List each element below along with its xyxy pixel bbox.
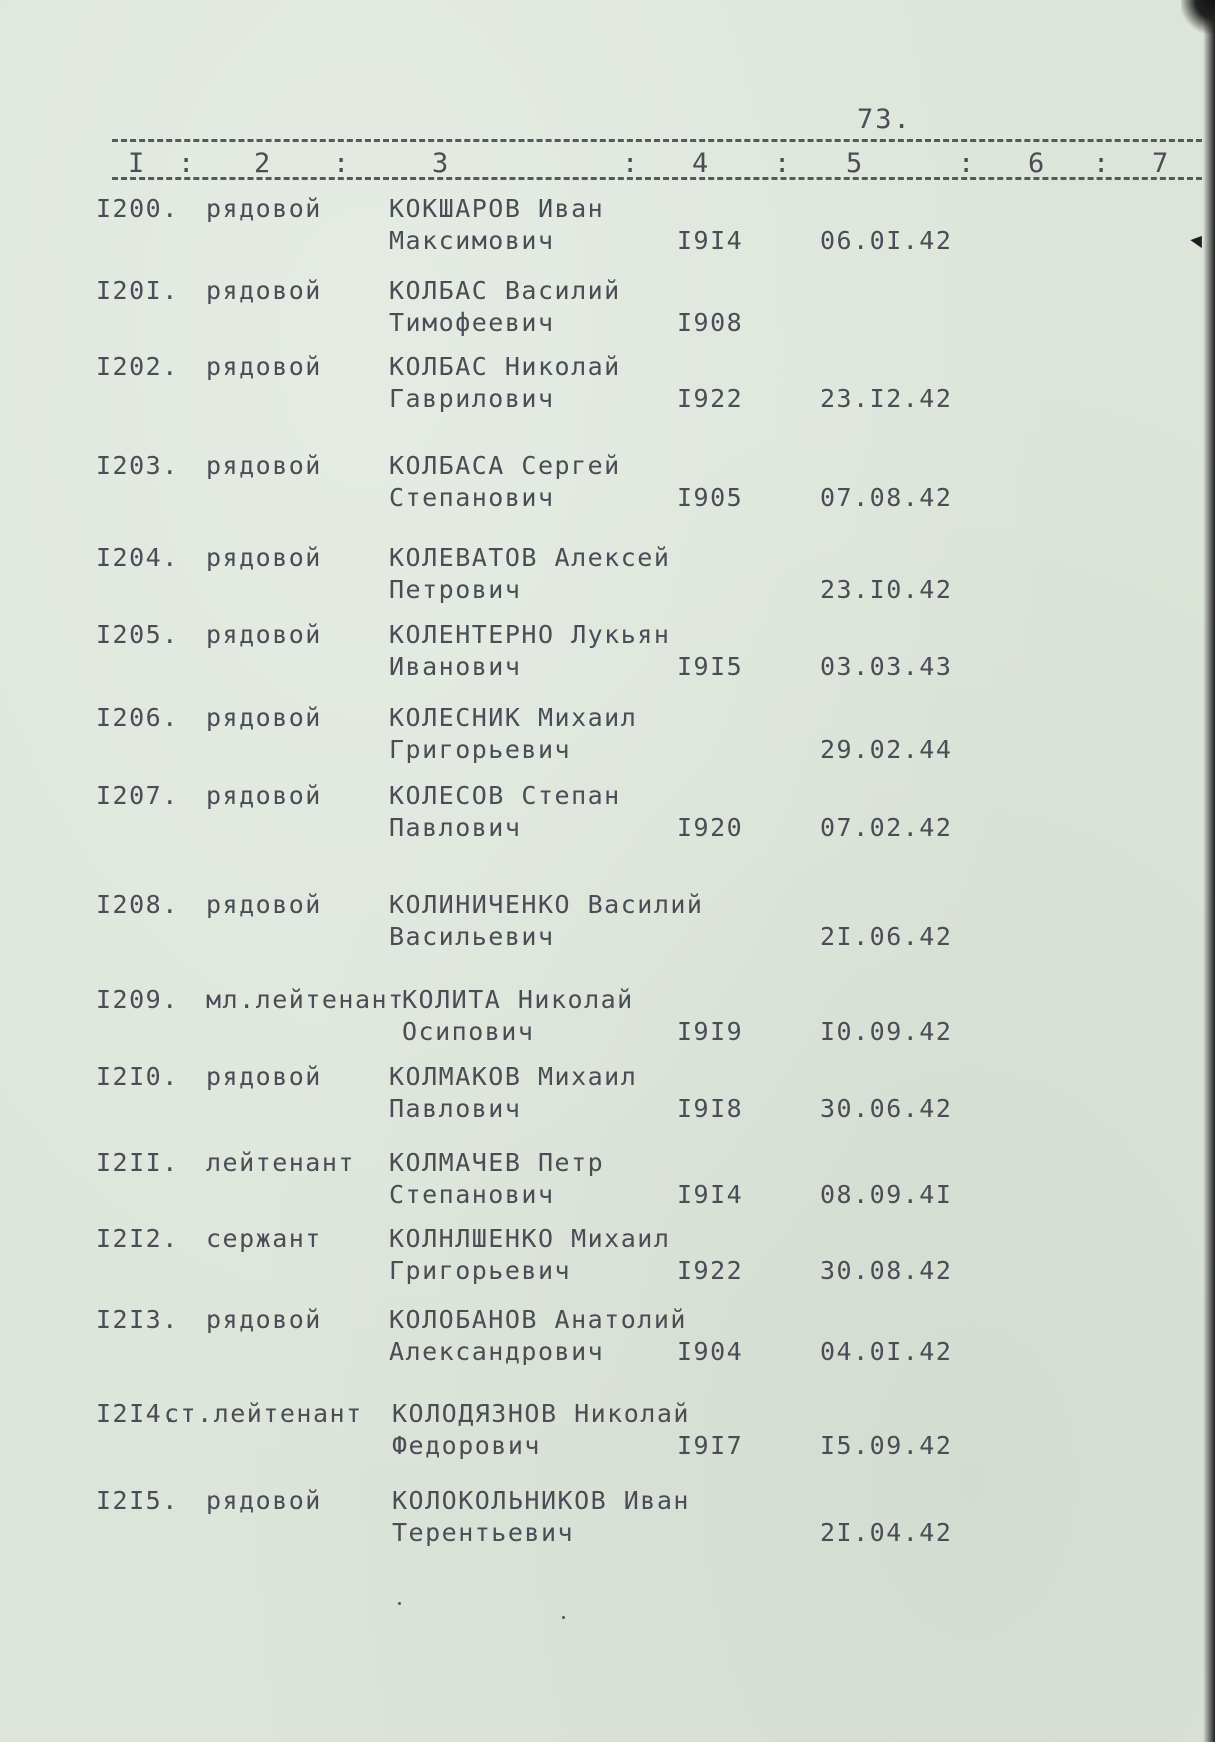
table-row: [0, 620, 1215, 690]
table-row: [0, 451, 1215, 521]
table-row: [0, 703, 1215, 773]
date: 30.06.42: [820, 1094, 953, 1123]
table-row: [0, 543, 1215, 613]
column-number: 2: [254, 148, 271, 179]
surname-first-name: КОЛБАСА Сергей: [389, 451, 621, 480]
surname-first-name: КОЛЕСНИК Михаил: [389, 703, 638, 732]
rank: ст.лейтенант: [164, 1399, 363, 1428]
table-row: [0, 890, 1215, 960]
date: 30.08.42: [820, 1256, 953, 1285]
record-number: I2I2.: [96, 1224, 179, 1253]
table-row: [0, 1224, 1215, 1294]
patronymic: Григорьевич: [389, 735, 572, 764]
table-row: [0, 1399, 1215, 1469]
date: 29.02.44: [820, 735, 953, 764]
date: 08.09.4I: [820, 1180, 953, 1209]
surname-first-name: КОЛЕНТЕРНО Лукьян: [389, 620, 671, 649]
surname-first-name: КОЛЕСОВ Степан: [389, 781, 621, 810]
record-number: I2I5.: [96, 1486, 179, 1515]
rank: рядовой: [206, 703, 322, 732]
surname-first-name: КОЛОДЯЗНОВ Николай: [392, 1399, 690, 1428]
surname-first-name: КОЛОБАНОВ Анатолий: [389, 1305, 687, 1334]
rank: рядовой: [206, 352, 322, 381]
table-row: [0, 352, 1215, 422]
record-number: I2I0.: [96, 1062, 179, 1091]
patronymic: Осипович: [402, 1017, 535, 1046]
surname-first-name: КОЛИНИЧЕНКО Василий: [389, 890, 704, 919]
table-row: [0, 1148, 1215, 1218]
patronymic: Степанович: [389, 1180, 555, 1209]
surname-first-name: КОКШАРОВ Иван: [389, 194, 605, 223]
table-row: [0, 276, 1215, 346]
patronymic: Петрович: [389, 575, 522, 604]
record-number: I20I.: [96, 276, 179, 305]
date: 07.02.42: [820, 813, 953, 842]
paper-speck: [398, 1602, 401, 1605]
record-number: I206.: [96, 703, 179, 732]
date: 23.I0.42: [820, 575, 953, 604]
patronymic: Павлович: [389, 813, 522, 842]
column-number: 4: [692, 148, 709, 179]
patronymic: Степанович: [389, 483, 555, 512]
column-separator: :: [1093, 148, 1110, 179]
column-separator: :: [333, 148, 350, 179]
column-separator: :: [178, 148, 195, 179]
birth-year: I920: [677, 813, 744, 842]
patronymic: Гаврилович: [389, 384, 555, 413]
column-separator: :: [958, 148, 975, 179]
rank: мл.лейтенант: [206, 985, 405, 1014]
surname-first-name: КОЛМАКОВ Михаил: [389, 1062, 638, 1091]
birth-year: I9I4: [677, 1180, 744, 1209]
surname-first-name: КОЛБАС Василий: [389, 276, 621, 305]
rank: рядовой: [206, 890, 322, 919]
patronymic: Иванович: [389, 652, 522, 681]
record-number: I2I3.: [96, 1305, 179, 1334]
date: 2I.06.42: [820, 922, 953, 951]
record-number: I2II.: [96, 1148, 179, 1177]
date: 04.0I.42: [820, 1337, 953, 1366]
record-number: I2I4.: [96, 1399, 179, 1428]
record-number: I209.: [96, 985, 179, 1014]
header-rule-top: [112, 139, 1202, 142]
date: 03.03.43: [820, 652, 953, 681]
birth-year: I908: [677, 308, 744, 337]
rank: рядовой: [206, 1305, 322, 1334]
date: 23.I2.42: [820, 384, 953, 413]
rank: лейтенант: [206, 1148, 355, 1177]
table-row: [0, 1486, 1215, 1556]
date: 2I.04.42: [820, 1518, 953, 1547]
rank: рядовой: [206, 781, 322, 810]
birth-year: I904: [677, 1337, 744, 1366]
record-number: I202.: [96, 352, 179, 381]
surname-first-name: КОЛБАС Николай: [389, 352, 621, 381]
record-number: I207.: [96, 781, 179, 810]
table-row: [0, 985, 1215, 1055]
patronymic: Григорьевич: [389, 1256, 572, 1285]
surname-first-name: КОЛЕВАТОВ Алексей: [389, 543, 671, 572]
page-number: 73.: [857, 104, 912, 135]
patronymic: Максимович: [389, 226, 555, 255]
patronymic: Васильевич: [389, 922, 555, 951]
surname-first-name: КОЛНЛШЕНКО Михаил: [389, 1224, 671, 1253]
birth-year: I9I9: [677, 1017, 744, 1046]
date: 07.08.42: [820, 483, 953, 512]
birth-year: I905: [677, 483, 744, 512]
surname-first-name: КОЛИТА Николай: [402, 985, 634, 1014]
date: I5.09.42: [820, 1431, 953, 1460]
rank: рядовой: [206, 194, 322, 223]
column-separator: :: [622, 148, 639, 179]
surname-first-name: КОЛМАЧЕВ Петр: [389, 1148, 605, 1177]
patronymic: Федорович: [392, 1431, 541, 1460]
birth-year: I9I4: [677, 226, 744, 255]
rank: сержант: [206, 1224, 322, 1253]
paper-speck: [562, 1616, 565, 1619]
rank: рядовой: [206, 451, 322, 480]
birth-year: I922: [677, 1256, 744, 1285]
rank: рядовой: [206, 276, 322, 305]
table-row: [0, 1305, 1215, 1375]
column-number: I: [128, 148, 145, 179]
birth-year: I9I7: [677, 1431, 744, 1460]
column-number: 6: [1028, 148, 1045, 179]
column-number: 3: [432, 148, 449, 179]
patronymic: Александрович: [389, 1337, 605, 1366]
record-number: I205.: [96, 620, 179, 649]
column-number: 5: [846, 148, 863, 179]
birth-year: I9I5: [677, 652, 744, 681]
date: 06.0I.42: [820, 226, 953, 255]
torn-corner: [1181, 0, 1215, 34]
birth-year: I9I8: [677, 1094, 744, 1123]
patronymic: Павлович: [389, 1094, 522, 1123]
record-number: I208.: [96, 890, 179, 919]
column-separator: :: [774, 148, 791, 179]
rank: рядовой: [206, 620, 322, 649]
patronymic: Терентьевич: [392, 1518, 575, 1547]
rank: рядовой: [206, 1062, 322, 1091]
record-number: I203.: [96, 451, 179, 480]
date: I0.09.42: [820, 1017, 953, 1046]
record-number: I204.: [96, 543, 179, 572]
birth-year: I922: [677, 384, 744, 413]
surname-first-name: КОЛОКОЛЬНИКОВ Иван: [392, 1486, 690, 1515]
column-number: 7: [1152, 148, 1169, 179]
patronymic: Тимофеевич: [389, 308, 555, 337]
record-number: I200.: [96, 194, 179, 223]
table-row: [0, 781, 1215, 851]
table-row: [0, 194, 1215, 264]
rank: рядовой: [206, 1486, 322, 1515]
table-row: [0, 1062, 1215, 1132]
rank: рядовой: [206, 543, 322, 572]
